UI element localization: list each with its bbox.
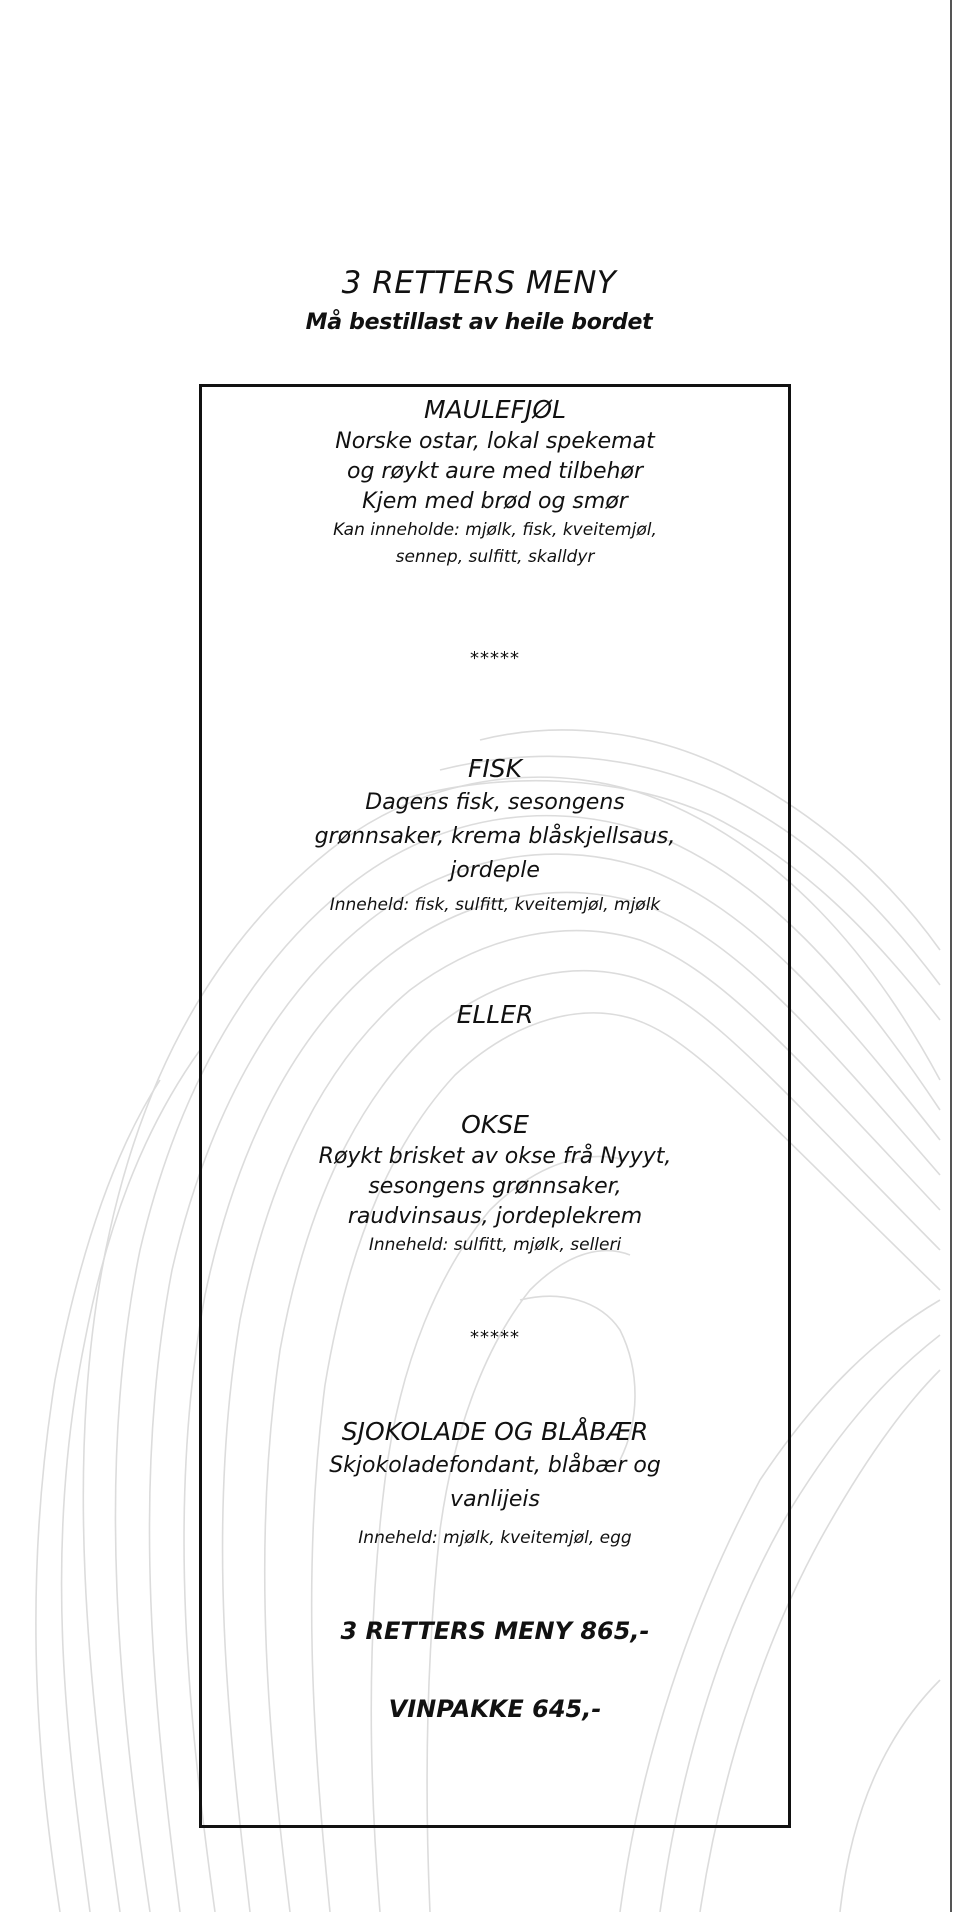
course-starter — [199, 393, 791, 571]
menu-price — [199, 1614, 791, 1648]
dish-description-line: grønnsaker, krema blåskjellsaus, — [314, 824, 676, 849]
menu-header — [0, 258, 958, 338]
dish-description-line: Norske ostar, lokal spekemat — [335, 429, 655, 454]
menu-subtitle: Må bestillast av heile bordet — [305, 310, 653, 335]
separator: ***** — [470, 648, 520, 669]
dish-description-line: Kjem med brød og smør — [362, 489, 628, 514]
allergen-line: Inneheld: fisk, sulfitt, kveitemjøl, mjølk — [329, 895, 661, 915]
dish-title: MAULEFJØL — [423, 395, 567, 424]
dish-title: OKSE — [461, 1110, 529, 1139]
dish-description-line: sesongens grønnsaker, — [368, 1174, 622, 1199]
dish-description-line: Dagens fisk, sesongens — [365, 790, 625, 815]
wine-price-label: VINPAKKE 645,- — [388, 1695, 602, 1723]
dish-description-line: Røykt brisket av okse frå Nyyyt, — [318, 1144, 672, 1169]
dish-title: SJOKOLADE OG BLÅBÆR — [341, 1417, 649, 1446]
allergen-line: sennep, sulfitt, skalldyr — [395, 547, 595, 567]
allergen-line: Kan inneholde: mjølk, fisk, kveitemjøl, — [333, 520, 657, 540]
dish-description-line: raudvinsaus, jordeplekrem — [347, 1204, 643, 1229]
or-label: ELLER — [456, 1000, 534, 1029]
dish-description-line: og røykt aure med tilbehør — [346, 459, 644, 484]
separator: ***** — [470, 1327, 520, 1348]
dish-title: FISK — [467, 754, 523, 783]
course-beef — [199, 1108, 791, 1259]
dish-description-line: vanlijeis — [450, 1487, 540, 1512]
dish-description-line: jordeple — [450, 858, 540, 883]
menu-title: 3 RETTERS MENY — [341, 265, 617, 301]
allergen-line: Inneheld: sulfitt, mjølk, selleri — [368, 1235, 622, 1255]
course-dessert — [199, 1415, 791, 1552]
wine-price — [199, 1692, 791, 1726]
allergen-line: Inneheld: mjølk, kveitemjøl, egg — [358, 1528, 632, 1548]
menu-price-label: 3 RETTERS MENY 865,- — [340, 1617, 650, 1645]
menu-frame — [199, 384, 791, 1828]
course-fish — [199, 752, 791, 919]
dish-description-line: Skjokoladefondant, blåbær og — [329, 1453, 661, 1478]
or-divider — [199, 998, 791, 1032]
